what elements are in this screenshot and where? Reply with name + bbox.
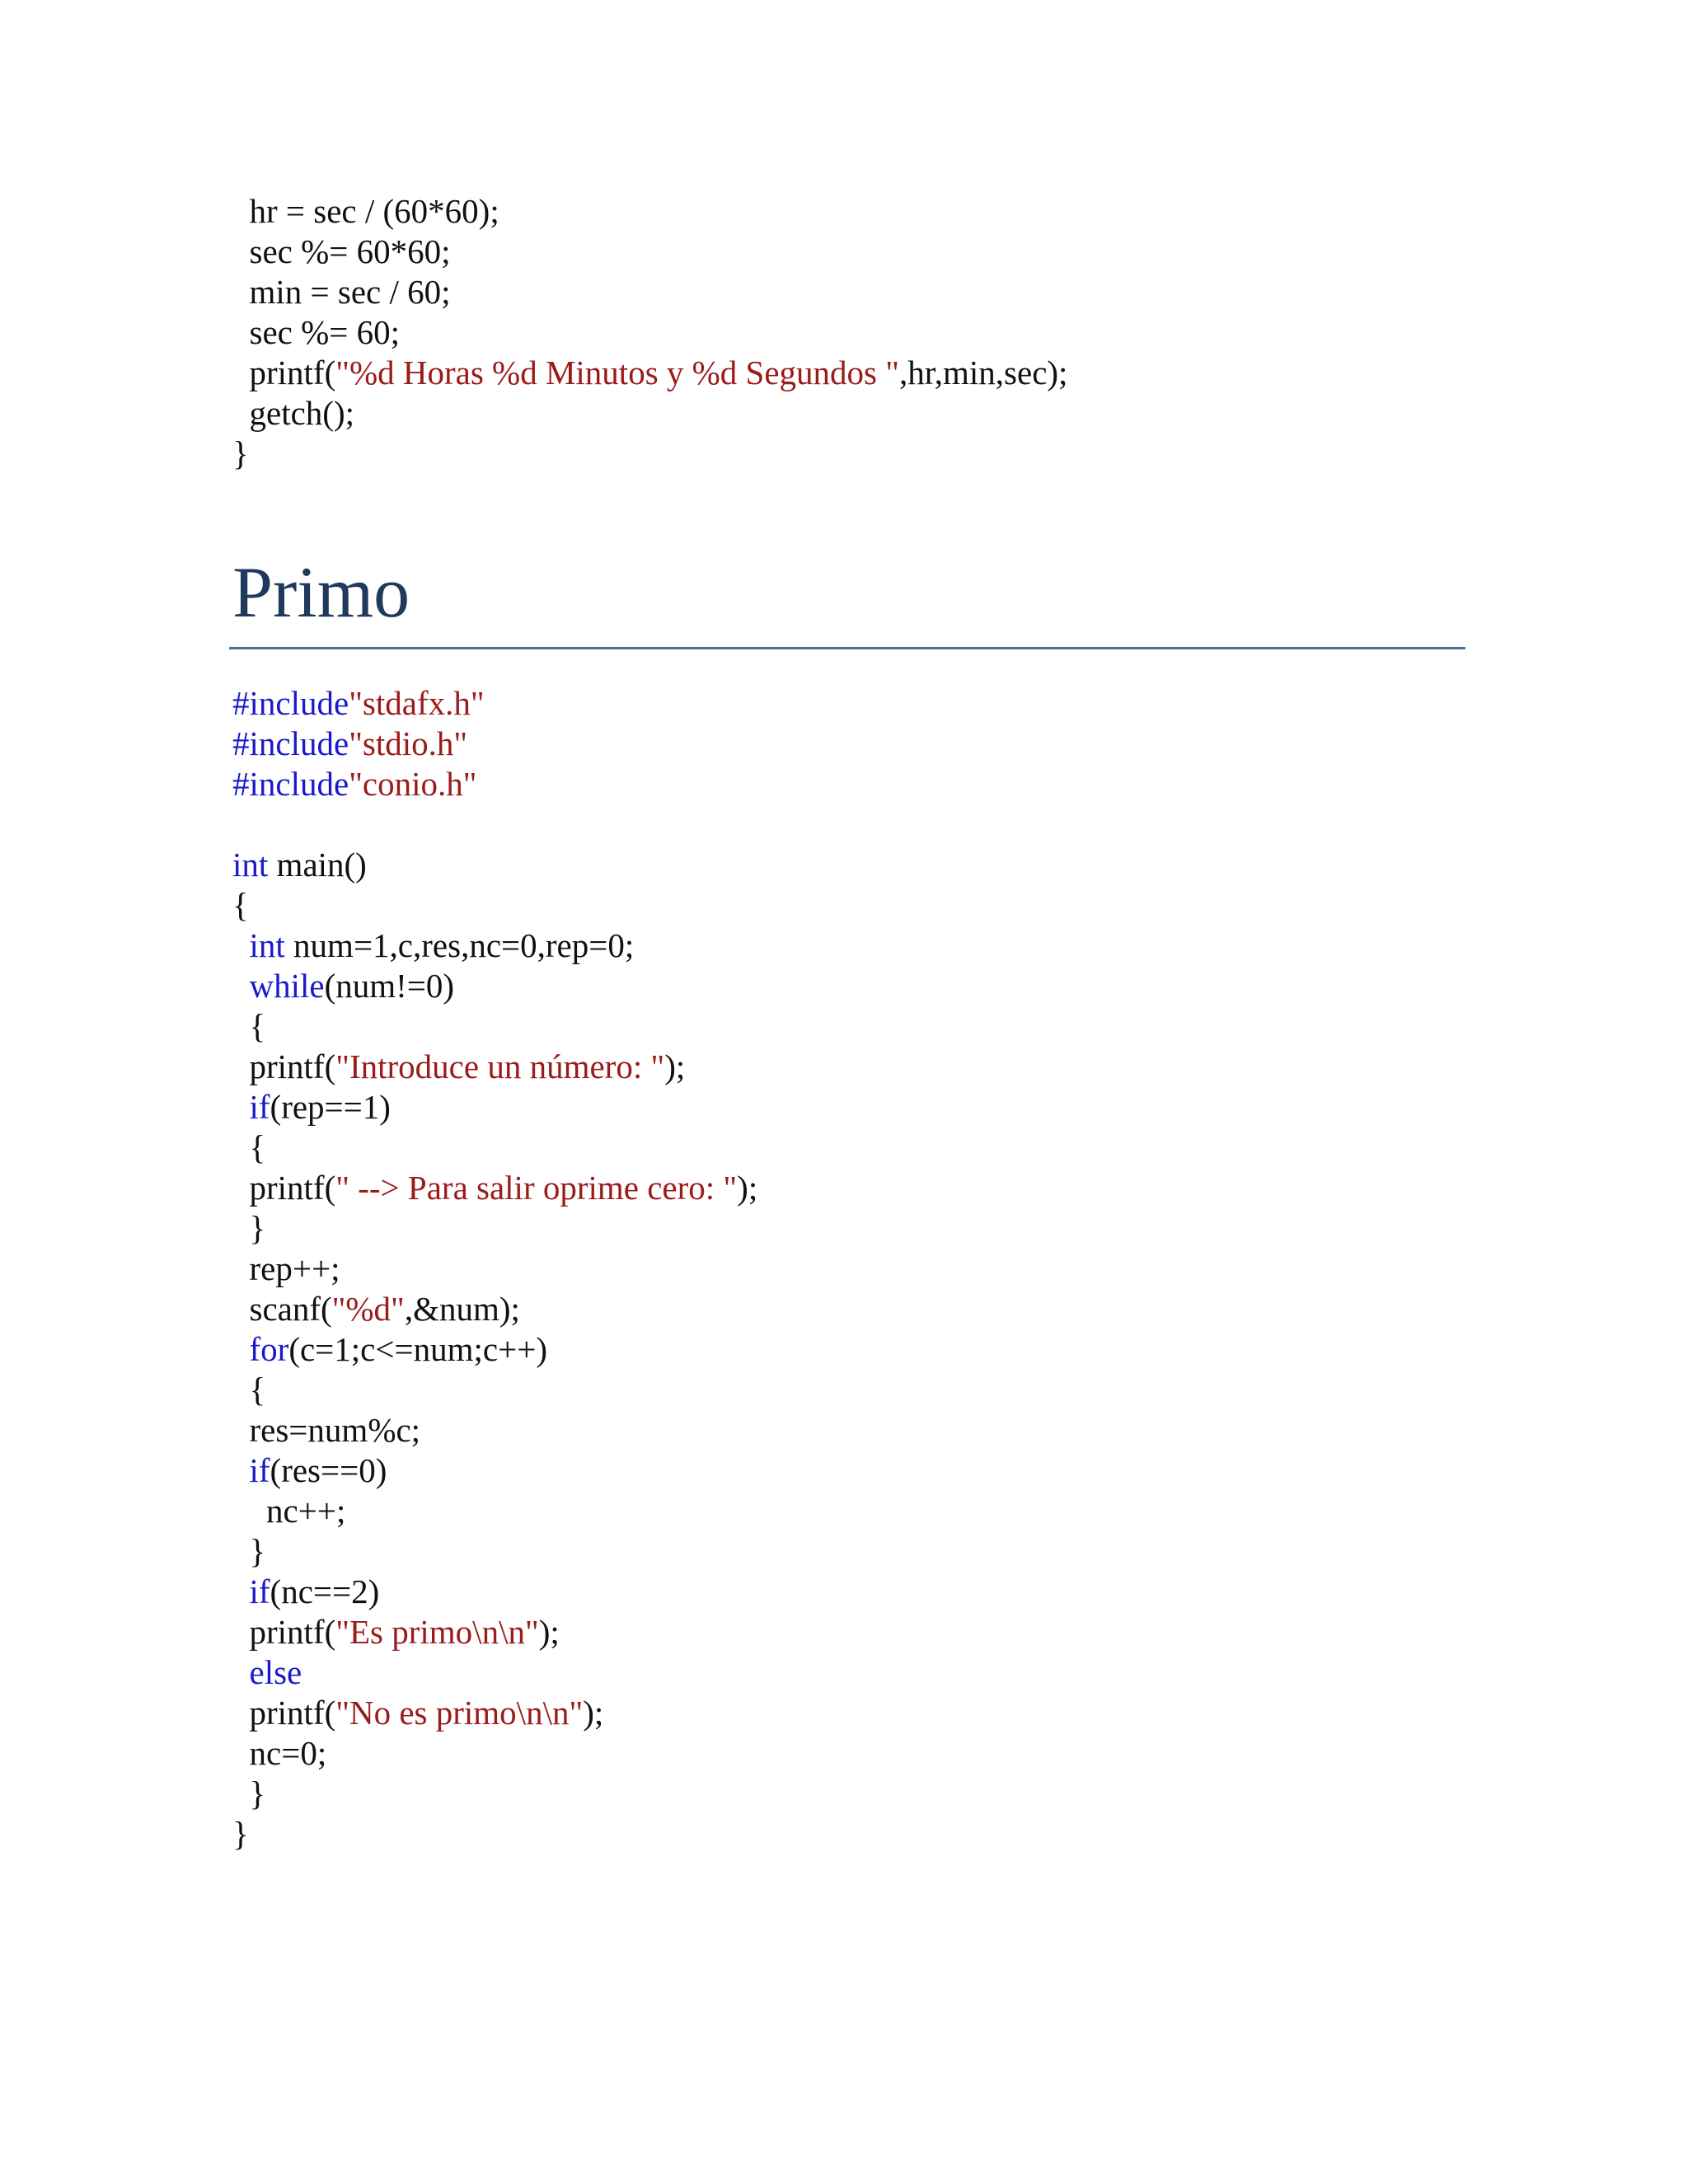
code-indent (232, 394, 250, 432)
code-indent (232, 1613, 250, 1651)
code-keyword: #include (232, 765, 349, 803)
code-line (232, 683, 1469, 724)
code-line (232, 1289, 1469, 1329)
code-text: num=1,c,res,nc=0,rep=0; (284, 926, 635, 964)
code-text: (res==0) (270, 1451, 387, 1489)
code-line (232, 1491, 1469, 1531)
code-text: (c=1;c<=num;c++) (288, 1330, 547, 1368)
code-line (232, 1329, 1469, 1370)
code-text: (rep==1) (270, 1088, 391, 1126)
code-line (232, 1652, 1469, 1693)
code-indent (232, 1774, 250, 1812)
code-line (232, 1087, 1469, 1127)
section-heading-primo: Primo (232, 553, 410, 633)
code-text: nc++; (266, 1492, 346, 1530)
code-keyword: #include (232, 684, 349, 722)
code-text: printf( (249, 354, 336, 391)
code-text: ); (583, 1694, 604, 1732)
code-line (232, 232, 1469, 272)
code-text: } (249, 1774, 266, 1812)
code-keyword: int (249, 926, 285, 964)
code-string: "%d" (331, 1290, 405, 1328)
code-line (232, 966, 1469, 1006)
code-text: sec %= 60*60; (249, 232, 451, 270)
code-line (232, 1693, 1469, 1733)
code-indent (232, 273, 250, 311)
code-indent (232, 1007, 250, 1045)
code-keyword: #include (232, 724, 349, 762)
code-text: printf( (249, 1047, 336, 1085)
code-line (232, 724, 1469, 764)
code-line (232, 885, 1469, 926)
code-line (232, 1451, 1469, 1491)
code-line (232, 191, 1469, 232)
code-line (232, 1814, 1469, 1854)
code-indent (232, 192, 250, 230)
code-indent (232, 1653, 250, 1691)
code-keyword: if (249, 1451, 270, 1489)
code-text: hr = sec / (60*60); (249, 192, 499, 230)
code-text: sec %= 60; (249, 313, 401, 351)
code-string: "Introduce un número: " (335, 1047, 665, 1085)
code-keyword: while (249, 967, 325, 1005)
code-text: ,hr,min,sec); (899, 354, 1068, 391)
code-text: rep++; (249, 1249, 340, 1287)
heading-underline (229, 647, 1465, 649)
code-indent (232, 1290, 250, 1328)
code-indent (232, 1411, 250, 1449)
code-line (232, 845, 1469, 885)
code-text: { (249, 1007, 266, 1045)
code-line (232, 272, 1469, 312)
code-indent (232, 1371, 250, 1408)
code-indent (232, 1047, 250, 1085)
code-string: "conio.h" (349, 765, 477, 803)
code-indent (232, 1532, 250, 1570)
code-line (232, 1774, 1469, 1814)
code-line (232, 1047, 1469, 1087)
code-indent (232, 1249, 250, 1287)
code-indent (232, 1694, 250, 1732)
code-text: } (232, 1815, 249, 1853)
code-line (232, 1168, 1469, 1208)
code-text: ); (737, 1169, 758, 1207)
code-indent (232, 1209, 250, 1247)
code-text: getch(); (249, 394, 354, 432)
code-text: scanf( (249, 1290, 332, 1328)
code-indent (232, 1169, 250, 1207)
code-text: ); (664, 1047, 686, 1085)
code-line (232, 1572, 1469, 1612)
code-text: (num!=0) (324, 967, 455, 1005)
code-line (232, 434, 1469, 474)
code-block-primo (232, 683, 1469, 1854)
code-line (232, 804, 1469, 845)
code-keyword: else (249, 1653, 302, 1691)
code-line (232, 1410, 1469, 1451)
code-line (232, 1370, 1469, 1410)
code-text: res=num%c; (249, 1411, 421, 1449)
code-line (232, 1006, 1469, 1047)
code-text: printf( (249, 1613, 336, 1651)
code-line (232, 1531, 1469, 1572)
code-text: } (249, 1532, 266, 1570)
code-line (232, 312, 1469, 353)
code-keyword: if (249, 1088, 270, 1126)
code-indent (232, 967, 250, 1005)
code-text: { (232, 886, 249, 924)
code-keyword: for (249, 1330, 289, 1368)
code-text: { (249, 1371, 266, 1408)
code-text: printf( (249, 1694, 336, 1732)
code-line (232, 1127, 1469, 1168)
code-indent (232, 232, 250, 270)
code-indent (232, 1492, 266, 1530)
code-indent (232, 1572, 250, 1610)
code-line (232, 926, 1469, 966)
code-line (232, 393, 1469, 434)
code-line (232, 1612, 1469, 1652)
code-keyword: if (249, 1572, 270, 1610)
code-line (232, 353, 1469, 393)
code-string: "Es primo\n\n" (335, 1613, 539, 1651)
code-block-time-conversion (232, 191, 1469, 474)
code-indent (232, 926, 250, 964)
code-text: } (232, 434, 249, 472)
code-indent (232, 1734, 250, 1772)
code-text: printf( (249, 1169, 336, 1207)
code-string: "No es primo\n\n" (335, 1694, 584, 1732)
code-string: "%d Horas %d Minutos y %d Segundos " (335, 354, 899, 391)
code-text: { (249, 1128, 266, 1166)
code-text: (nc==2) (270, 1572, 380, 1610)
code-string: " --> Para salir oprime cero: " (335, 1169, 738, 1207)
code-text: main() (268, 846, 367, 883)
code-string: "stdio.h" (349, 724, 468, 762)
code-text: nc=0; (249, 1734, 327, 1772)
code-line (232, 1733, 1469, 1774)
code-text: } (249, 1209, 266, 1247)
code-text: ,&num); (404, 1290, 520, 1328)
code-line (232, 1208, 1469, 1249)
code-text: ); (538, 1613, 560, 1651)
code-text: min = sec / 60; (249, 273, 451, 311)
code-indent (232, 1088, 250, 1126)
code-line (232, 1249, 1469, 1289)
code-indent (232, 1451, 250, 1489)
code-indent (232, 1128, 250, 1166)
code-indent (232, 354, 250, 391)
code-keyword: int (232, 846, 269, 883)
code-string: "stdafx.h" (349, 684, 485, 722)
code-indent (232, 1330, 250, 1368)
code-line (232, 764, 1469, 804)
code-indent (232, 313, 250, 351)
